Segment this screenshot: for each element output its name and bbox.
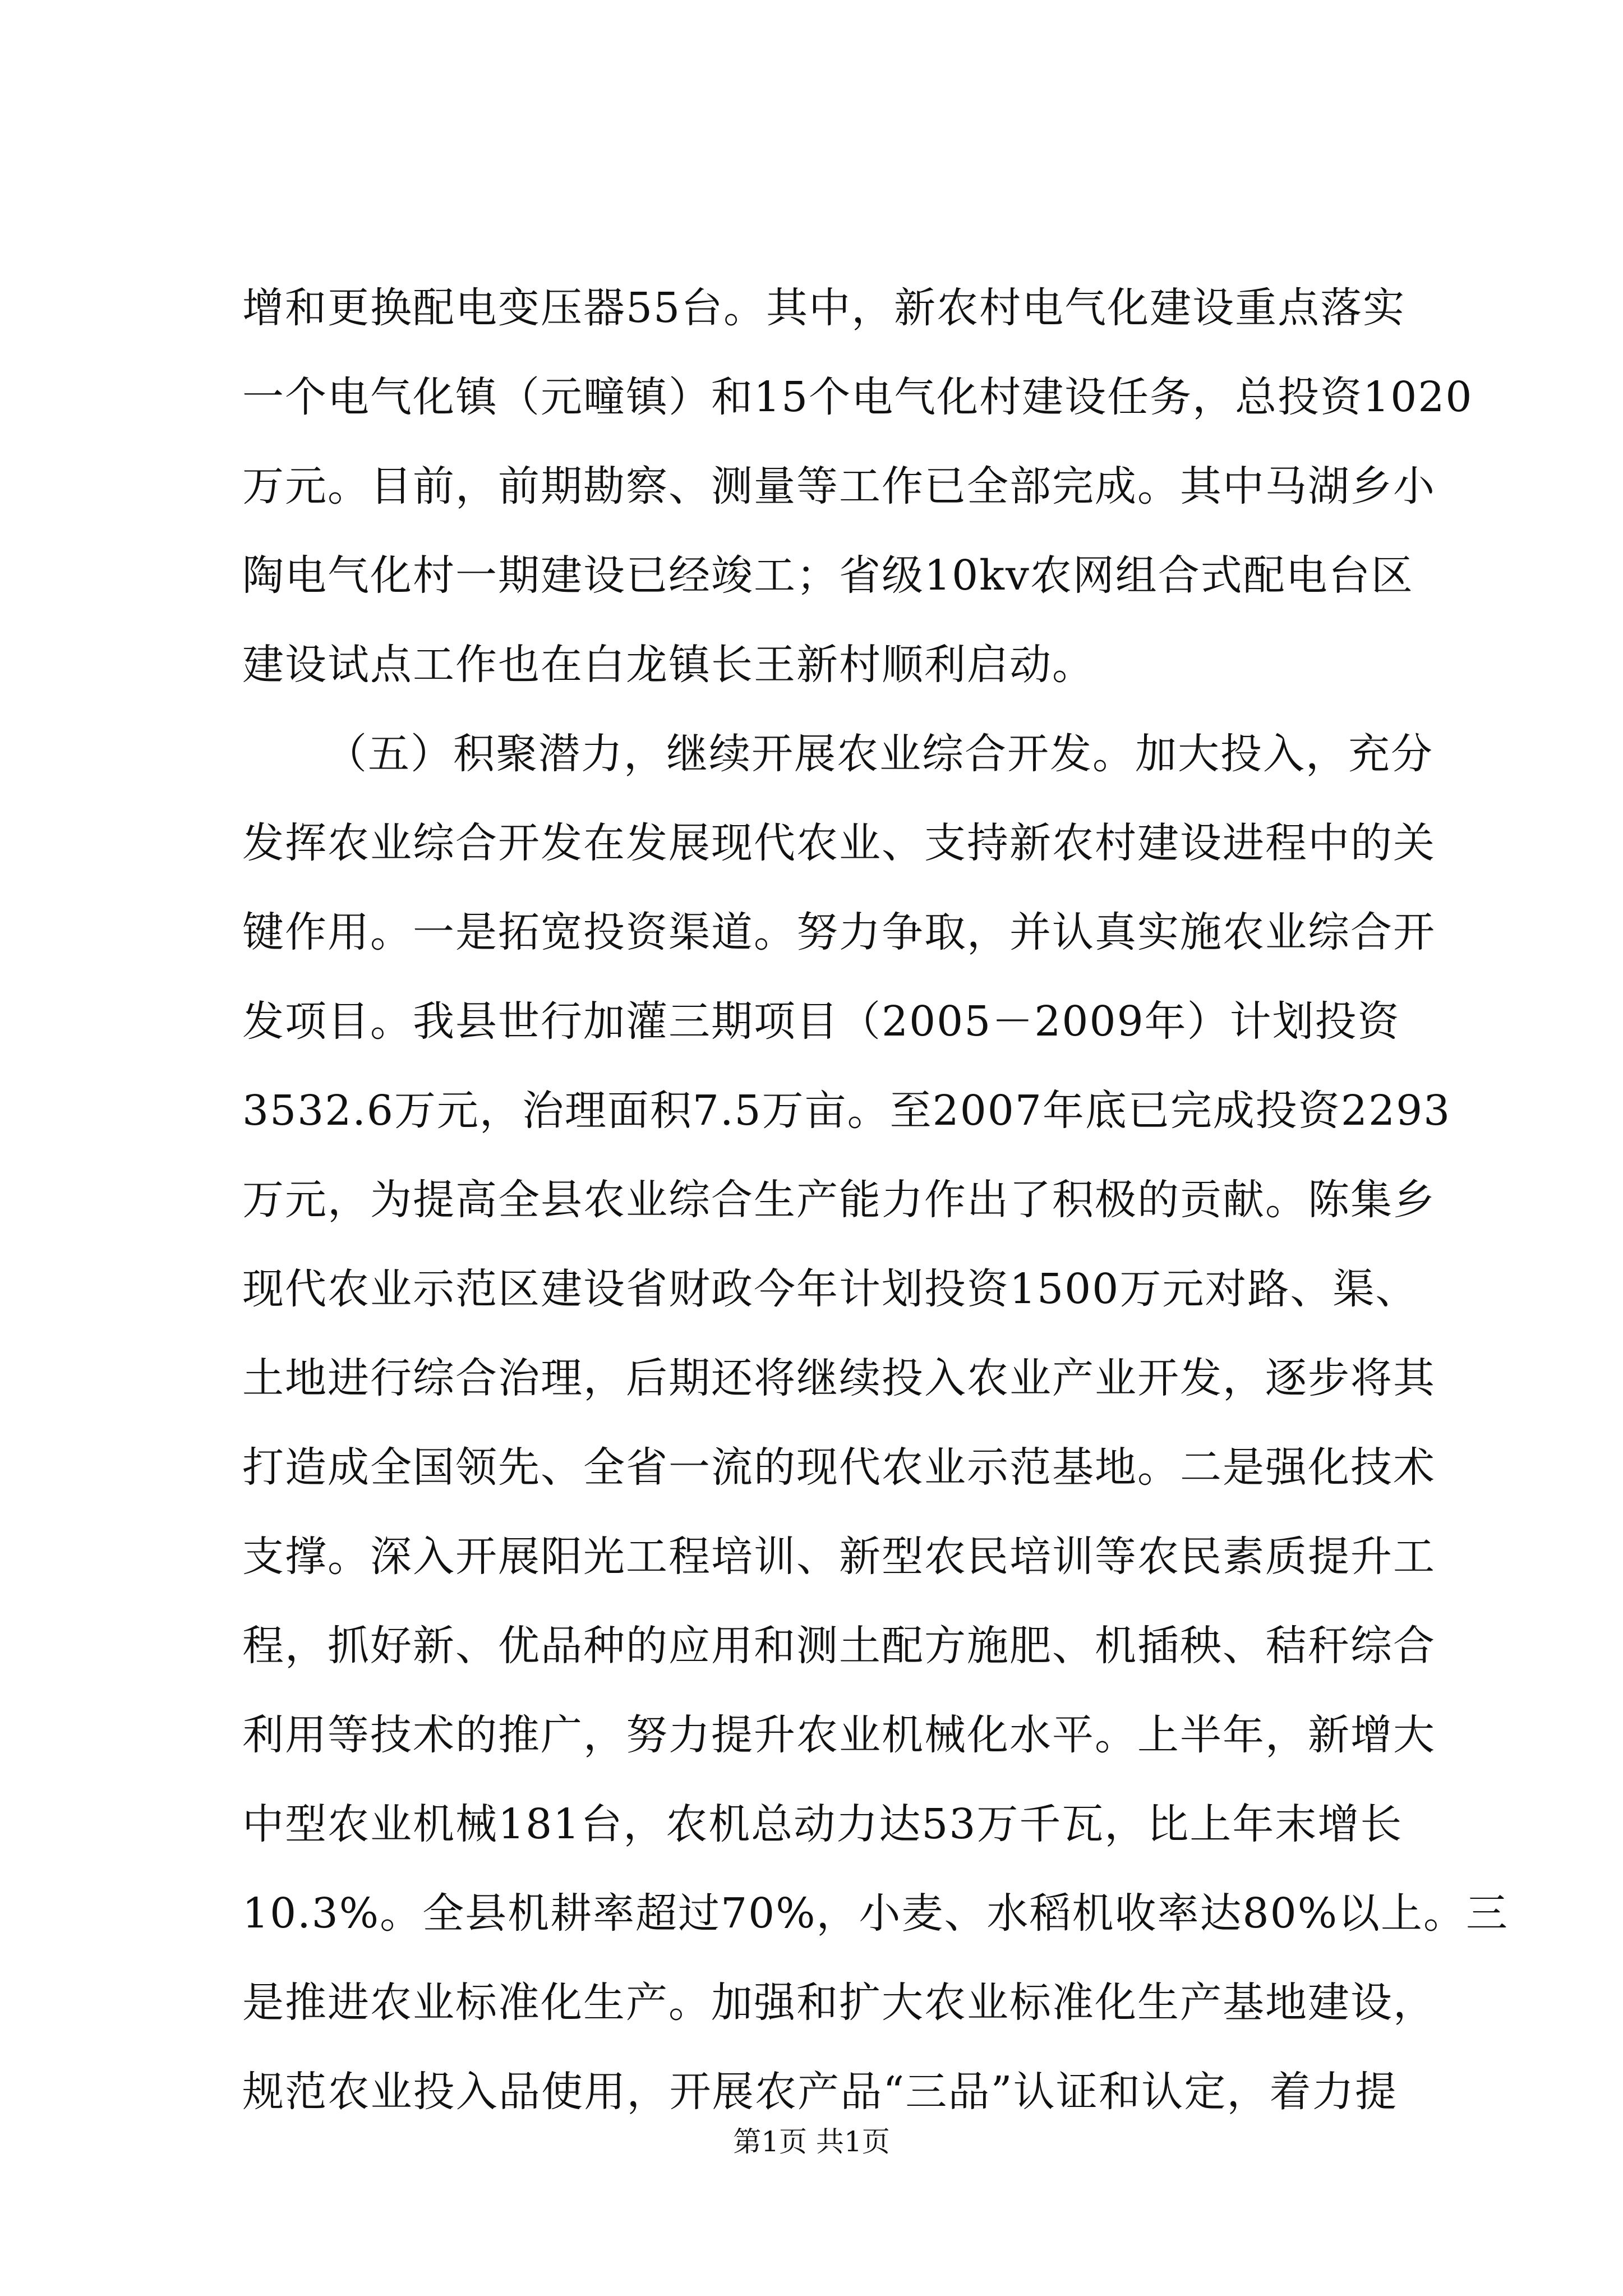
paragraph-line: 3532.6万元，治理面积7.5万亩。至2007年底已完成投资2293 — [242, 1087, 1451, 1135]
paragraph-line: 万元。目前，前期勘察、测量等工作已全部完成。其中马湖乡小 — [242, 462, 1436, 510]
paragraph-line: 一个电气化镇（元疃镇）和15个电气化村建设任务，总投资1020 — [242, 373, 1473, 421]
paragraph-line: （五）积聚潜力，继续开展农业综合开发。加大投入，充分 — [325, 730, 1433, 778]
paragraph-line: 中型农业机械181台，农机总动力达53万千瓦，比上年末增长 — [242, 1800, 1403, 1848]
paragraph-line: 发项目。我县世行加灌三期项目（2005－2009年）计划投资 — [242, 997, 1400, 1046]
paragraph-line: 增和更换配电变压器55台。其中，新农村电气化建设重点落实 — [242, 284, 1406, 332]
page-footer — [0, 2125, 1623, 2159]
body-text — [242, 264, 1509, 2137]
paragraph-line: 是推进农业标准化生产。加强和扩大农业标准化生产基地建设， — [242, 1978, 1436, 2027]
paragraph-line: 程，抓好新、优品种的应用和测土配方施肥、机插秧、秸秆综合 — [242, 1622, 1436, 1670]
paragraph-line: 万元，为提高全县农业综合生产能力作出了积极的贡献。陈集乡 — [242, 1176, 1436, 1224]
page-number-label: 第1页 共1页 — [733, 2125, 890, 2158]
paragraph-line: 10.3%。全县机耕率超过70%，小麦、水稻机收率达80%以上。三 — [242, 1889, 1509, 1938]
paragraph-line: 利用等技术的推广，努力提升农业机械化水平。上半年，新增大 — [242, 1711, 1436, 1759]
paragraph-line: 建设试点工作也在白龙镇长王新村顺利启动。 — [242, 641, 1095, 689]
paragraph-line: 陶电气化村一期建设已经竣工；省级10kv农网组合式配电台区 — [242, 551, 1414, 600]
paragraph-line: 土地进行综合治理，后期还将继续投入农业产业开发，逐步将其 — [242, 1354, 1436, 1402]
paragraph-line: 打造成全国领先、全省一流的现代农业示范基地。二是强化技术 — [242, 1443, 1436, 1492]
paragraph-line: 规范农业投入品使用，开展农产品“三品”认证和认定，着力提 — [242, 2068, 1398, 2116]
paragraph-line: 现代农业示范区建设省财政今年计划投资1500万元对路、渠、 — [242, 1265, 1418, 1313]
paragraph-line: 发挥农业综合开发在发展现代农业、支持新农村建设进程中的关 — [242, 819, 1436, 867]
paragraph-line: 键作用。一是拓宽投资渠道。努力争取，并认真实施农业综合开 — [242, 908, 1436, 956]
paragraph-line: 支撑。深入开展阳光工程培训、新型农民培训等农民素质提升工 — [242, 1533, 1436, 1581]
